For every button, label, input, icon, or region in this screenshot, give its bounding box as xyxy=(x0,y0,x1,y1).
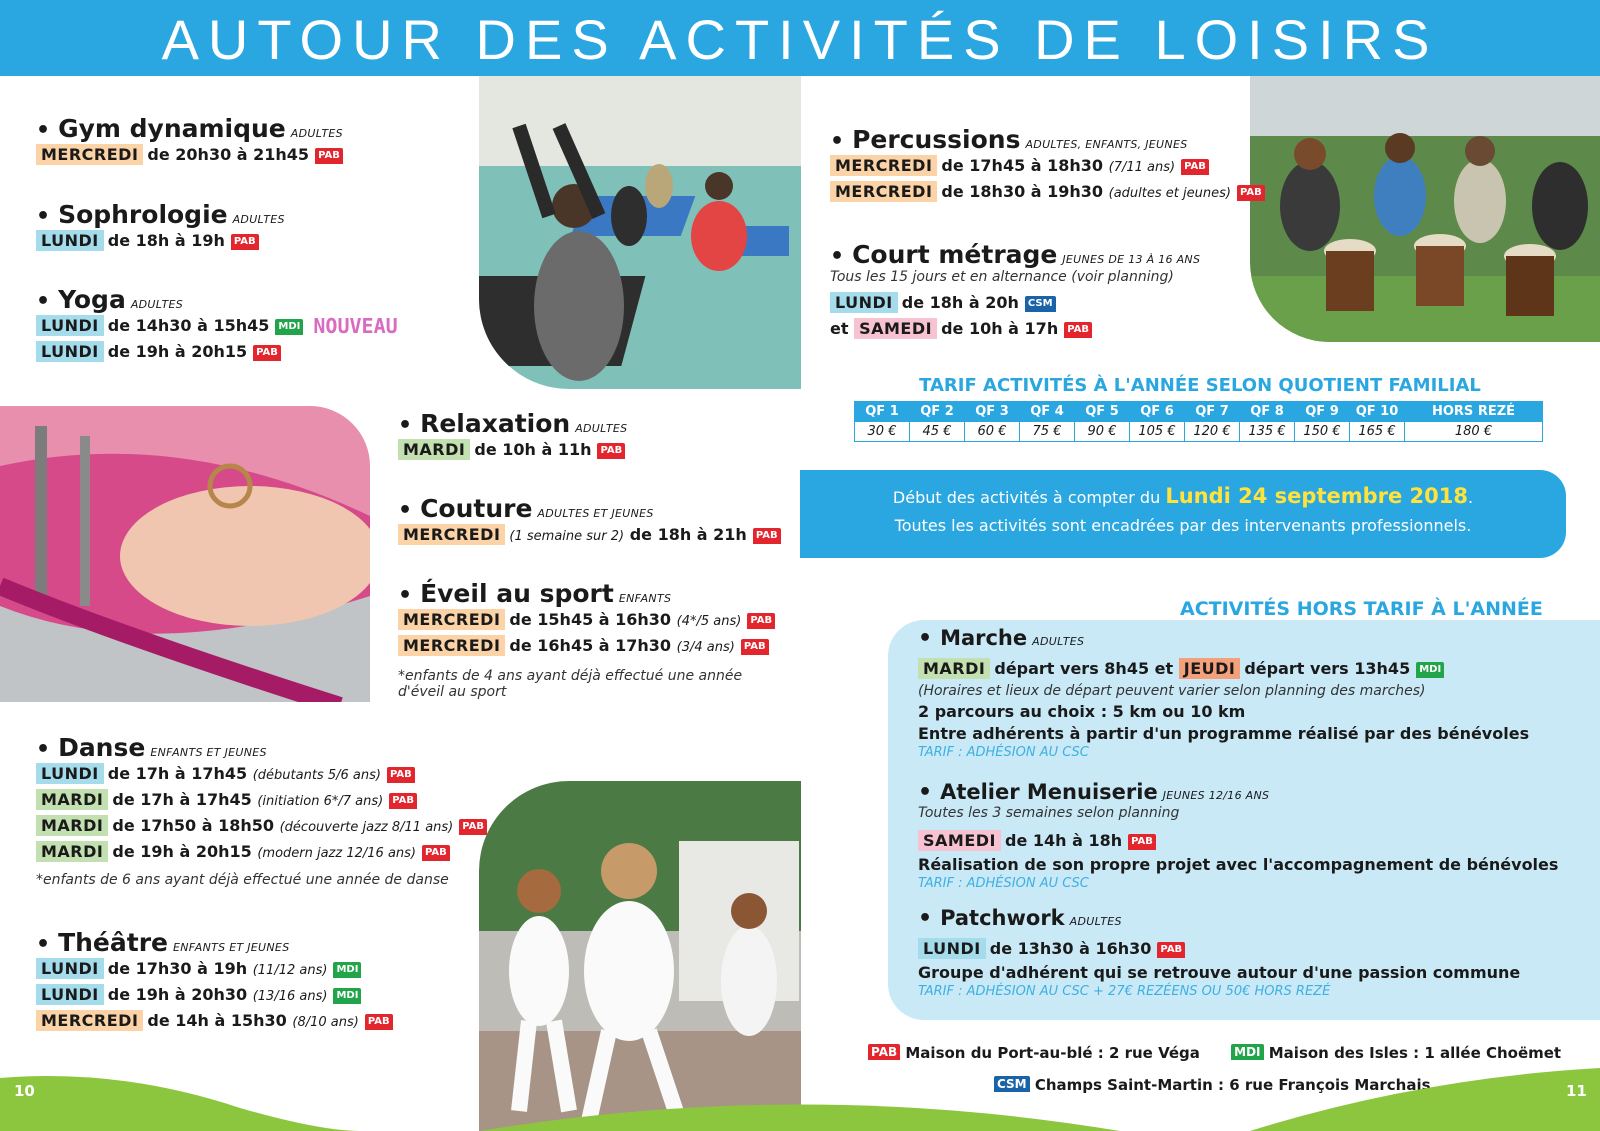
day-tag: MERCREDI xyxy=(830,181,937,202)
schedule-row xyxy=(918,937,1520,963)
schedule-row xyxy=(36,840,487,866)
activity-tarif: TARIF : ADHÉSION AU CSC + 27€ REZÉENS OU 50€ HORS REZÉ xyxy=(918,984,1331,999)
tarif-table xyxy=(854,401,1543,442)
activity-gym: • Gym dynamique ADULTES MERCREDI de 20h30 à 21h45 PAB xyxy=(36,114,343,169)
qf-header: QF 1 xyxy=(855,402,910,422)
activity-audience: ENFANTS xyxy=(618,592,672,605)
pab-badge: PAB xyxy=(1237,185,1265,201)
session-note: (4*/5 ans) xyxy=(676,614,742,629)
banner-line2: Toutes les activités sont encadrées par des intervenants professionnels. xyxy=(894,516,1472,535)
session-note: (3/4 ans) xyxy=(676,640,735,655)
schedule-row xyxy=(36,788,487,814)
footnote: d'éveil au sport xyxy=(398,684,507,700)
tarif-header-row xyxy=(855,402,1543,422)
activity-desc: Réalisation de son propre projet avec l'accompagnement de bénévoles xyxy=(918,855,1559,874)
day-tag: LUNDI xyxy=(36,763,104,784)
activity-audience: ADULTES ET JEUNES xyxy=(537,507,654,520)
qf-value: 135 € xyxy=(1240,422,1295,442)
activity-audience: ADULTES xyxy=(130,298,183,311)
activity-title: Percussions xyxy=(852,125,1021,154)
schedule-row xyxy=(918,657,1529,683)
activity-percussions: • Percussions ADULTES, ENFANTS, JEUNES MERCREDI de 17h45 à 18h30 (7/11 ans) PAB MERCREDI de 18h30 à 19h30 (adultes et jeunes) PAB xyxy=(830,125,1265,206)
activity-subtitle: Tous les 15 jours et en alternance (voir planning) xyxy=(830,269,1174,285)
time-text: de 17h45 à 18h30 xyxy=(941,156,1104,175)
time-text: de 10h à 17h xyxy=(941,319,1059,338)
pab-badge: PAB xyxy=(597,443,625,459)
time-text: de 17h à 17h45 xyxy=(112,790,252,809)
pab-badge: PAB xyxy=(741,639,769,655)
qf-header: QF 4 xyxy=(1020,402,1075,422)
session-note: (débutants 5/6 ans) xyxy=(252,768,381,783)
legend xyxy=(862,1044,1561,1062)
activity-title: Éveil au sport xyxy=(420,579,614,608)
schedule-row xyxy=(398,634,775,660)
qf-value: 75 € xyxy=(1020,422,1075,442)
activity-danse: • Danse ENFANTS ET JEUNES LUNDI de 17h à 17h45 (débutants 5/6 ans) PAB MARDI de 17h à 17h45 (initiation 6*/7 ans) PAB MARDI de 17h50 à 18h50 (découverte jazz 8/11 ans) PAB MARDI de 19h à 20h15 (modern jazz 12/16 ans) PAB *enfants de 6 ans ayant déjà effectué une année de danse xyxy=(36,733,487,888)
day-tag: MERCREDI xyxy=(830,155,937,176)
activity-title: Gym dynamique xyxy=(58,114,286,143)
day-tag: MARDI xyxy=(36,789,108,810)
activity-theatre: • Théâtre ENFANTS ET JEUNES LUNDI de 17h30 à 19h (11/12 ans) MDI LUNDI de 19h à 20h30 (13/16 ans) MDI MERCREDI de 14h à 15h30 (8/10 ans) PAB xyxy=(36,928,393,1035)
session-note: (11/12 ans) xyxy=(252,963,328,978)
time-text: de 14h30 à 15h45 xyxy=(107,316,270,335)
couture-photo xyxy=(0,406,370,702)
qf-value: 30 € xyxy=(855,422,910,442)
day-tag: MERCREDI xyxy=(36,144,143,165)
tarif-title: TARIF ACTIVITÉS À L'ANNÉE SELON QUOTIENT FAMILIAL xyxy=(919,375,1481,396)
activity-note: (Horaires et lieux de départ peuvent varier selon planning des marches) xyxy=(918,683,1426,699)
activity-title: Couture xyxy=(420,494,533,523)
page-number-left: 10 xyxy=(14,1082,35,1100)
footer-wave xyxy=(0,1068,1600,1131)
activity-yoga: • Yoga ADULTES LUNDI de 14h30 à 15h45 MDI NOUVEAU LUNDI de 19h à 20h15 PAB xyxy=(36,285,398,366)
activity-title: Patchwork xyxy=(940,906,1065,930)
activity-audience: ENFANTS ET JEUNES xyxy=(150,746,267,759)
pab-badge: PAB xyxy=(387,767,415,783)
qf-value: 45 € xyxy=(910,422,965,442)
session-note: (initiation 6*/7 ans) xyxy=(257,794,384,809)
legend-pab: Maison du Port-au-blé : 2 rue Véga xyxy=(905,1044,1200,1062)
activity-title: Marche xyxy=(940,626,1028,650)
nouveau-label: NOUVEAU xyxy=(313,314,398,338)
activity-audience: JEUNES DE 13 À 16 ANS xyxy=(1062,253,1201,266)
time-text: de 14h à 18h xyxy=(1005,831,1123,850)
legend-mdi: Maison des Isles : 1 allée Choëmet xyxy=(1268,1044,1562,1062)
start-banner xyxy=(800,470,1566,558)
activity-patchwork: • Patchwork ADULTES LUNDI de 13h30 à 16h30 PAB Groupe d'adhérent qui se retrouve autour d'une passion commune TARIF : ADHÉSION AU CSC + 27€ REZÉENS OU 50€ HORS REZÉ xyxy=(918,906,1521,999)
schedule-row xyxy=(398,438,627,464)
time-text: de 15h45 à 16h30 xyxy=(509,610,672,629)
pab-badge: PAB xyxy=(253,345,281,361)
activity-audience: JEUNES 12/16 ANS xyxy=(1162,789,1270,802)
day-tag: MARDI xyxy=(918,658,990,679)
day-tag: MERCREDI xyxy=(398,635,505,656)
day-tag: LUNDI xyxy=(830,292,898,313)
day-tag: LUNDI xyxy=(36,230,104,251)
qf-header: QF 8 xyxy=(1240,402,1295,422)
day-tag: MERCREDI xyxy=(398,524,505,545)
session-note: (découverte jazz 8/11 ans) xyxy=(279,820,454,835)
activity-audience: ADULTES xyxy=(1032,635,1085,648)
schedule-row xyxy=(398,608,775,634)
qf-value: 150 € xyxy=(1295,422,1350,442)
activity-sophrologie: • Sophrologie ADULTES LUNDI de 18h à 19h PAB xyxy=(36,200,285,255)
page-number-right: 11 xyxy=(1566,1082,1587,1100)
schedule-row xyxy=(36,983,393,1009)
pab-badge: PAB xyxy=(315,148,343,164)
qf-header: QF 10 xyxy=(1350,402,1405,422)
day-tag: SAMEDI xyxy=(854,318,937,339)
activity-subtitle: Toutes les 3 semaines selon planning xyxy=(918,805,1180,821)
schedule-row xyxy=(36,814,487,840)
day-tag: MARDI xyxy=(36,815,108,836)
time-text: de 18h30 à 19h30 xyxy=(941,182,1104,201)
banner-text: Début des activités à compter du xyxy=(892,488,1161,507)
session-note: (8/10 ans) xyxy=(292,1015,359,1030)
mdi-badge: MDI xyxy=(333,988,361,1004)
banner-date: Lundi 24 septembre 2018 xyxy=(1165,484,1468,508)
activity-tarif: TARIF : ADHÉSION AU CSC xyxy=(918,876,1089,891)
footer-wave-right xyxy=(1250,1068,1600,1131)
schedule-row xyxy=(36,762,487,788)
pab-badge: PAB xyxy=(753,528,781,544)
day-tag: LUNDI xyxy=(36,958,104,979)
pab-badge: PAB xyxy=(389,793,417,809)
time-text: de 19h à 20h15 xyxy=(112,842,252,861)
pab-badge: PAB xyxy=(747,613,775,629)
hors-tarif-title: ACTIVITÉS HORS TARIF À L'ANNÉE xyxy=(1180,598,1543,620)
page-title: AUTOUR DES ACTIVITÉS DE LOISIRS xyxy=(0,0,1600,76)
legend-csm: Champs Saint-Martin : 6 rue François Marchais xyxy=(1034,1076,1431,1094)
session-note: (7/11 ans) xyxy=(1108,160,1176,175)
mdi-badge: MDI xyxy=(275,319,303,335)
activity-title: Atelier Menuiserie xyxy=(940,780,1158,804)
footnote: *enfants de 4 ans ayant déjà effectué une année xyxy=(398,668,743,684)
pab-badge: PAB xyxy=(1157,942,1185,958)
csm-badge: CSM xyxy=(994,1076,1030,1092)
qf-value: 60 € xyxy=(965,422,1020,442)
time-text: de 16h45 à 17h30 xyxy=(509,636,672,655)
tarif-value-row xyxy=(855,422,1543,442)
qf-value: 165 € xyxy=(1350,422,1405,442)
qf-header: QF 3 xyxy=(965,402,1020,422)
activity-relaxation: • Relaxation ADULTES MARDI de 10h à 11h PAB xyxy=(398,409,627,464)
percussions-photo xyxy=(1250,76,1600,342)
day-tag: SAMEDI xyxy=(918,830,1001,851)
activity-title: Sophrologie xyxy=(58,200,228,229)
session-note: (13/16 ans) xyxy=(252,989,328,1004)
time-text: de 13h30 à 16h30 xyxy=(989,939,1152,958)
qf-value: 120 € xyxy=(1185,422,1240,442)
session-note: (modern jazz 12/16 ans) xyxy=(257,846,416,861)
activity-audience: ADULTES xyxy=(575,422,628,435)
schedule-row xyxy=(398,523,781,549)
schedule-row xyxy=(36,1009,393,1035)
pab-badge: PAB xyxy=(365,1014,393,1030)
mdi-badge: MDI xyxy=(333,962,361,978)
qf-header: HORS REZÉ xyxy=(1405,402,1543,422)
activity-marche: • Marche ADULTES MARDI départ vers 8h45 et JEUDI départ vers 13h45 MDI (Horaires et lieux de départ peuvent varier selon planning des marches) 2 parcours au choix : 5 km ou 10 km Entre adhérents à partir d'un programme réalisé par des bénévoles TARIF : ADHÉSION AU CSC xyxy=(918,626,1530,760)
time-text: de 18h à 20h xyxy=(901,293,1019,312)
time-text: de 20h30 à 21h45 xyxy=(147,145,310,164)
time-text: de 17h50 à 18h50 xyxy=(112,816,275,835)
pab-badge: PAB xyxy=(231,234,259,250)
pab-badge: PAB xyxy=(422,845,450,861)
activity-title: Court métrage xyxy=(852,240,1058,269)
time-text: de 10h à 11h xyxy=(474,440,592,459)
pab-badge: PAB xyxy=(868,1044,900,1060)
time-text: départ vers 8h45 et xyxy=(994,659,1174,678)
activity-audience: ADULTES, ENFANTS, JEUNES xyxy=(1025,138,1188,151)
activity-court-metrage: • Court métrage JEUNES DE 13 À 16 ANS Tous les 15 jours et en alternance (voir planning) LUNDI de 18h à 20h CSM et SAMEDI de 10h à 17h PAB xyxy=(830,240,1200,343)
day-tag: LUNDI xyxy=(36,315,104,336)
activity-desc: Groupe d'adhérent qui se retrouve autour d'une passion commune xyxy=(918,963,1521,982)
schedule-row xyxy=(830,180,1265,206)
activity-eveil: • Éveil au sport ENFANTS MERCREDI de 15h45 à 16h30 (4*/5 ans) PAB MERCREDI de 16h45 à 17h30 (3/4 ans) PAB *enfants de 4 ans ayant déjà effectué une année d'éveil au sport xyxy=(398,579,775,700)
activity-title: Danse xyxy=(58,733,146,762)
day-tag: LUNDI xyxy=(36,341,104,362)
mdi-badge: MDI xyxy=(1416,662,1444,678)
qf-value: 90 € xyxy=(1075,422,1130,442)
activity-title: Théâtre xyxy=(58,928,168,957)
activity-tarif: TARIF : ADHÉSION AU CSC xyxy=(918,745,1089,760)
session-note: (1 semaine sur 2) xyxy=(509,529,625,544)
schedule-row xyxy=(830,291,1200,317)
day-tag: JEUDI xyxy=(1179,658,1241,679)
time-text: départ vers 13h45 xyxy=(1244,659,1411,678)
schedule-row xyxy=(918,829,1558,855)
footnote: *enfants de 6 ans ayant déjà effectué une année de danse xyxy=(36,872,449,888)
schedule-row xyxy=(36,957,393,983)
time-text: de 19h à 20h15 xyxy=(107,342,248,361)
pab-badge: PAB xyxy=(459,819,487,835)
schedule-row xyxy=(830,317,1200,343)
day-tag: MERCREDI xyxy=(398,609,505,630)
qf-value: 105 € xyxy=(1130,422,1185,442)
activity-desc: Entre adhérents à partir d'un programme réalisé par des bénévoles xyxy=(918,724,1530,743)
csm-badge: CSM xyxy=(1025,296,1056,312)
schedule-row xyxy=(830,154,1265,180)
time-text: de 18h à 19h xyxy=(107,231,225,250)
session-note: (adultes et jeunes) xyxy=(1108,186,1231,201)
banner-line1 xyxy=(800,484,1566,508)
day-tag: MARDI xyxy=(36,841,108,862)
activity-audience: ADULTES xyxy=(1069,915,1122,928)
time-text: de 17h30 à 19h xyxy=(107,959,248,978)
activity-couture: • Couture ADULTES ET JEUNES MERCREDI (1 semaine sur 2) de 18h à 21h PAB xyxy=(398,494,781,549)
qf-header: QF 7 xyxy=(1185,402,1240,422)
time-text: de 14h à 15h30 xyxy=(147,1011,287,1030)
day-tag: MARDI xyxy=(398,439,470,460)
pab-badge: PAB xyxy=(1128,834,1156,850)
and-text: et xyxy=(830,319,849,338)
footer-wave-middle xyxy=(480,1105,1120,1131)
mdi-badge: MDI xyxy=(1231,1044,1263,1060)
day-tag: LUNDI xyxy=(918,938,986,959)
time-text: de 19h à 20h30 xyxy=(107,985,248,1004)
activity-audience: ADULTES xyxy=(232,213,285,226)
day-tag: LUNDI xyxy=(36,984,104,1005)
schedule-row xyxy=(36,143,343,169)
yoga-photo xyxy=(479,76,801,389)
activity-title: Yoga xyxy=(58,285,126,314)
qf-header: QF 6 xyxy=(1130,402,1185,422)
activity-desc: 2 parcours au choix : 5 km ou 10 km xyxy=(918,702,1246,721)
qf-header: QF 2 xyxy=(910,402,965,422)
footer-wave-left xyxy=(0,1076,360,1131)
time-text: de 17h à 17h45 xyxy=(107,764,248,783)
activity-menuiserie: • Atelier Menuiserie JEUNES 12/16 ANS Toutes les 3 semaines selon planning SAMEDI de 14h à 18h PAB Réalisation de son propre projet avec l'accompagnement de bénévoles TARIF : ADHÉSION AU CSC xyxy=(918,780,1559,891)
activity-title: Relaxation xyxy=(420,409,571,438)
time-text: de 18h à 21h xyxy=(629,525,747,544)
banner-punct: . xyxy=(1468,488,1474,507)
pab-badge: PAB xyxy=(1181,159,1209,175)
activity-audience: ADULTES xyxy=(290,127,343,140)
qf-header: QF 5 xyxy=(1075,402,1130,422)
activity-audience: ENFANTS ET JEUNES xyxy=(172,941,290,954)
day-tag: MERCREDI xyxy=(36,1010,143,1031)
schedule-row xyxy=(36,229,285,255)
qf-header: QF 9 xyxy=(1295,402,1350,422)
qf-value: 180 € xyxy=(1405,422,1543,442)
pab-badge: PAB xyxy=(1064,322,1092,338)
schedule-row xyxy=(36,314,398,340)
schedule-row xyxy=(36,340,398,366)
